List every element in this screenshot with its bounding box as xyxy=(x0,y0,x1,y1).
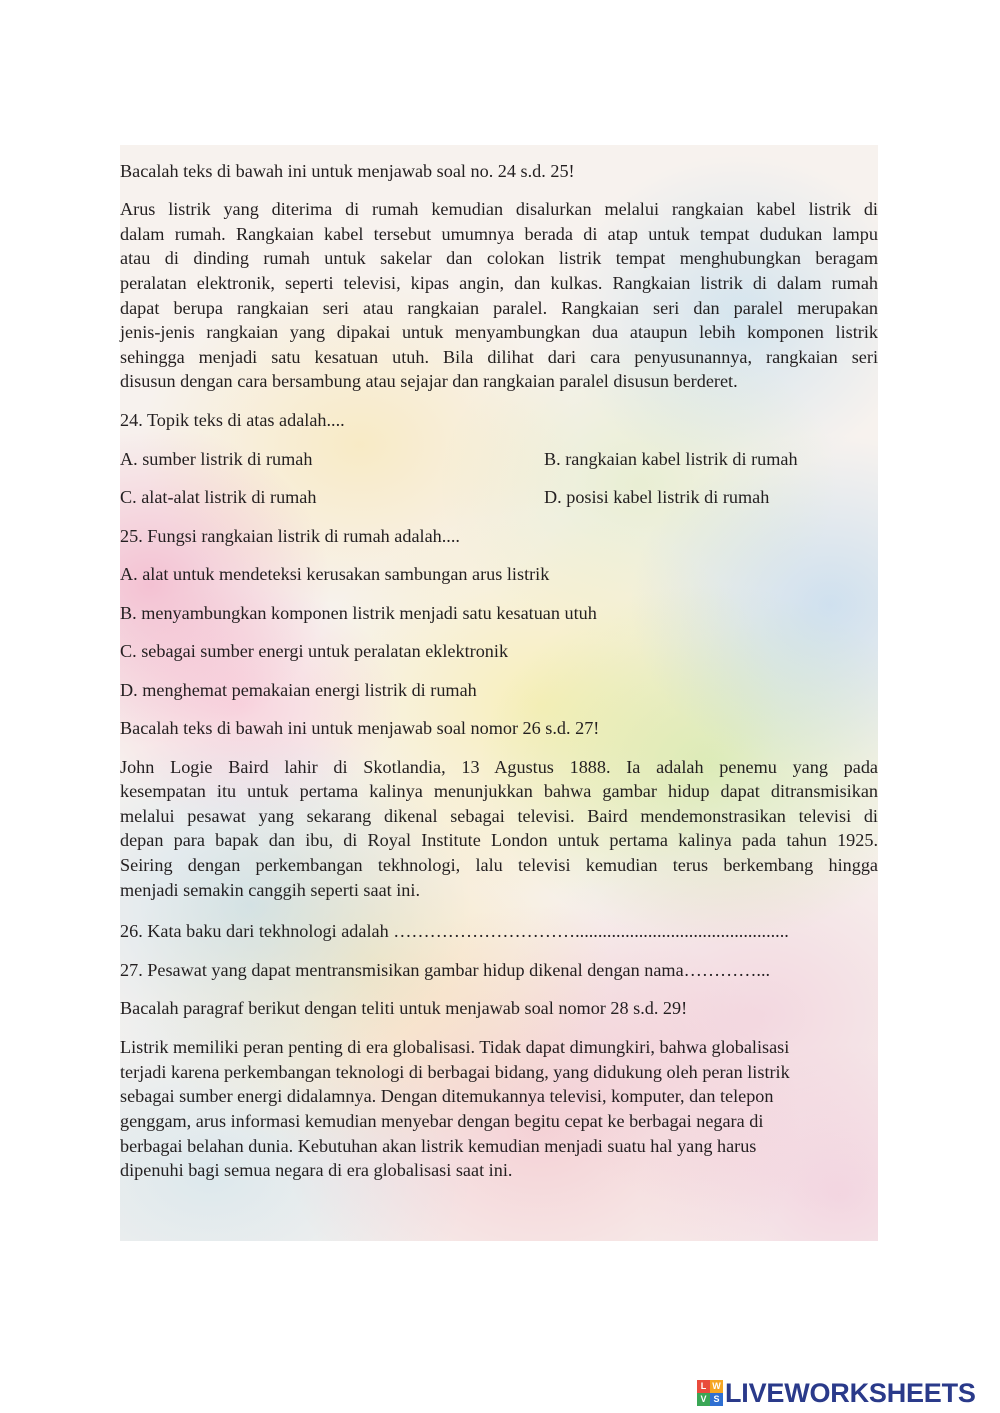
passage-line: sehingga menjadi satu kesatuan utuh. Bila dilihat dari cara penyusunannya, rangkaian seri xyxy=(120,347,878,367)
passage-line: jenis-jenis rangkaian yang dipakai untuk menyambungkan dua ataupun lebih komponen listrik xyxy=(120,322,878,342)
q24-option-c[interactable]: C. alat-alat listrik di rumah xyxy=(120,487,317,507)
passage-line: dipenuhi bagi semua negara di era globalisasi saat ini. xyxy=(120,1160,513,1180)
q25-option-d[interactable]: D. menghemat pemakaian energi listrik di rumah xyxy=(120,680,477,700)
q25-option-a[interactable]: A. alat untuk mendeteksi kerusakan sambungan arus listrik xyxy=(120,564,550,584)
liveworksheets-watermark xyxy=(697,1378,976,1408)
passage-line: kesempatan itu untuk pertama kalinya menunjukkan bahwa gambar hidup dapat ditransmisikan xyxy=(120,781,878,801)
passage-line: John Logie Baird lahir di Skotlandia, 13 Agustus 1888. Ia adalah penemu yang pada xyxy=(120,757,878,777)
question-27[interactable]: 27. Pesawat yang dapat mentransmisikan gambar hidup dikenal dengan nama…………... xyxy=(120,960,771,980)
question-26[interactable]: 26. Kata baku dari tekhnologi adalah …………………………............................................... xyxy=(120,921,789,941)
instruction-26-27: Bacalah teks di bawah ini untuk menjawab soal nomor 26 s.d. 27! xyxy=(120,718,600,738)
passage-line: depan para bapak dan ibu, di Royal Institute London untuk pertama kalinya pada tahun 1925. xyxy=(120,830,878,850)
q24-option-a[interactable]: A. sumber listrik di rumah xyxy=(120,449,313,469)
q24-option-b[interactable]: B. rangkaian kabel listrik di rumah xyxy=(544,449,798,469)
worksheet-panel xyxy=(120,145,878,1241)
watermark-text: LIVEWORKSHEETS xyxy=(725,1378,976,1408)
q24-option-d[interactable]: D. posisi kabel listrik di rumah xyxy=(544,487,770,507)
q25-option-b[interactable]: B. menyambungkan komponen listrik menjadi satu kesatuan utuh xyxy=(120,603,597,623)
q25-option-c[interactable]: C. sebagai sumber energi untuk peralatan eklektronik xyxy=(120,641,509,661)
passage-line: berbagai belahan dunia. Kebutuhan akan listrik kemudian menjadi suatu hal yang harus xyxy=(120,1136,757,1156)
passage-line: dapat berupa rangkaian seri atau rangkaian paralel. Rangkaian seri dan paralel merupakan xyxy=(120,298,878,318)
passage-line: Listrik memiliki peran penting di era globalisasi. Tidak dapat dimungkiri, bahwa globalisasi xyxy=(120,1037,790,1057)
question-25: 25. Fungsi rangkaian listrik di rumah adalah.... xyxy=(120,526,460,546)
passage-line: peralatan elektronik, seperti televisi, kipas angin, dan kulkas. Rangkaian listrik di dalam rumah xyxy=(120,273,878,293)
passage-line: dalam rumah. Rangkaian kabel tersebut umumnya berada di atap untuk tempat dudukan lampu xyxy=(120,224,878,244)
passage-line: Arus listrik yang diterima di rumah kemudian disalurkan melalui rangkaian kabel listrik di xyxy=(120,199,878,219)
passage-line: melalui pesawat yang sekarang dikenal sebagai televisi. Baird mendemonstrasikan televisi di xyxy=(120,806,878,826)
instruction-28-29: Bacalah paragraf berikut dengan teliti untuk menjawab soal nomor 28 s.d. 29! xyxy=(120,998,688,1018)
liveworksheets-logo-icon: L W V S xyxy=(697,1380,723,1406)
passage-line: Seiring dengan perkembangan tekhnologi, lalu televisi kemudian terus berkembang hingga xyxy=(120,855,878,875)
passage-line: menjadi semakin canggih seperti saat ini. xyxy=(120,880,421,900)
passage-line: terjadi karena perkembangan teknologi di berbagai bidang, yang didukung oleh peran listrik xyxy=(120,1062,790,1082)
passage-line: atau di dinding rumah untuk sakelar dan colokan listrik tempat menghubungkan beragam xyxy=(120,248,878,268)
passage-line: genggam, arus informasi kemudian menyebar dengan begitu cepat ke berbagai negara di xyxy=(120,1111,764,1131)
instruction-24-25: Bacalah teks di bawah ini untuk menjawab soal no. 24 s.d. 25! xyxy=(120,161,575,181)
passage-line: disusun dengan cara bersambung atau sejajar dan rangkaian paralel disusun berderet. xyxy=(120,371,738,391)
passage-line: sebagai sumber energi didalamnya. Dengan ditemukannya televisi, komputer, dan telepon xyxy=(120,1086,774,1106)
question-24: 24. Topik teks di atas adalah.... xyxy=(120,410,345,430)
